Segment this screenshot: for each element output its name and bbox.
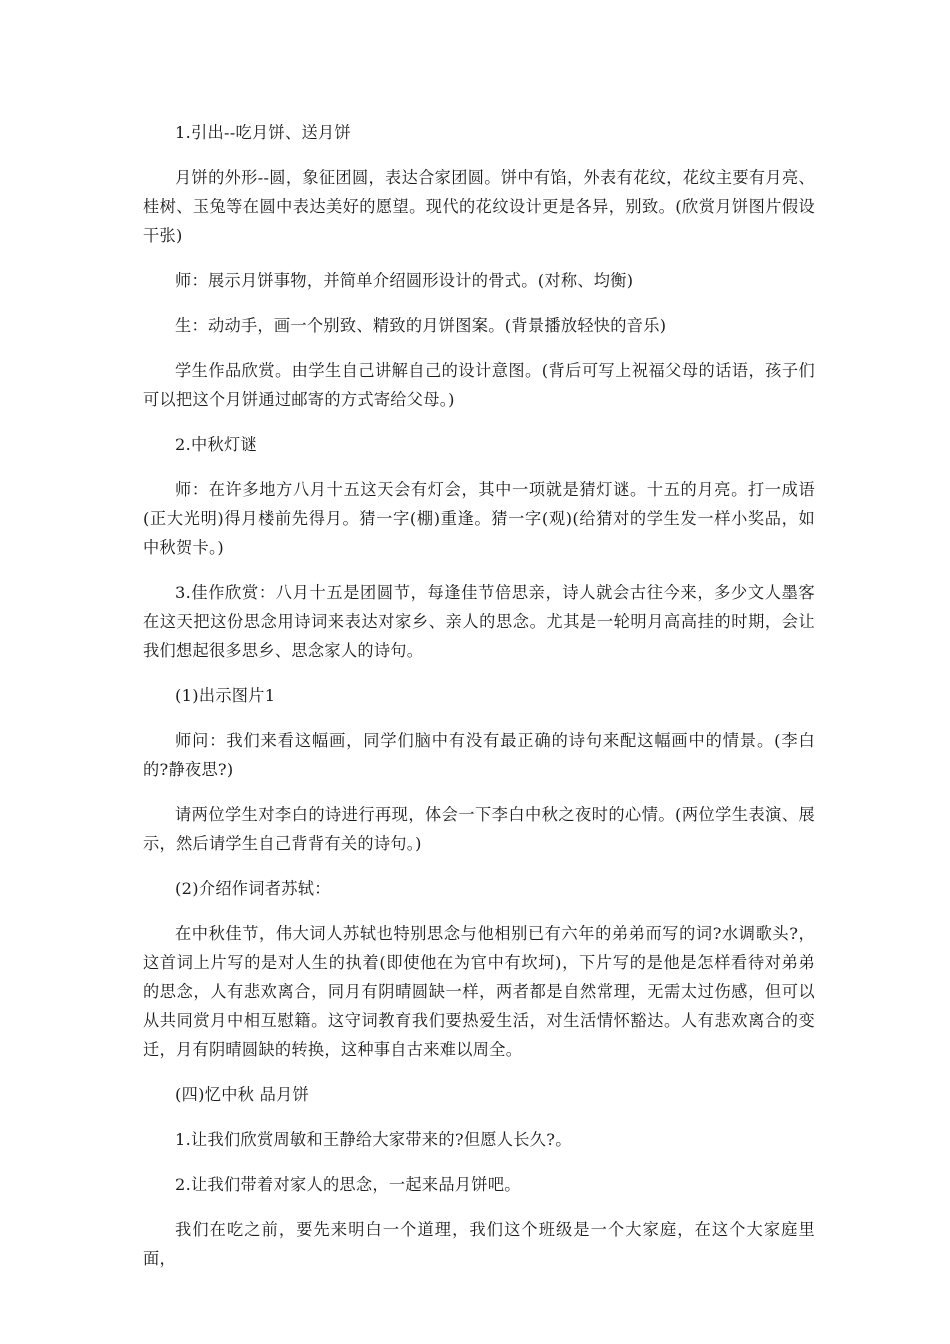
paragraph-su-shi-poem: 在中秋佳节，伟大词人苏轼也特别思念与他相别已有六年的弟弟而写的词?水调歌头?，这首词上片写的是对人生的执着(即使他在为官中有坎坷)，下片写的是他是怎样看待对弟弟的思念，人有悲欢离合，同月有阴晴圆缺一样，两者都是自然常理，无需太过伤感，但可以从共同赏月中相互慰籍。这守词教育我们要热爱生活，对生活情怀豁达。人有悲欢离合的变迁，月有阴晴圆缺的转换，这种事自古来难以周全。 bbox=[143, 924, 815, 1059]
paragraph-riddles: 师：在许多地方八月十五这天会有灯会，其中一项就是猜灯谜。十五的月亮。打一成语(正大光明)得月楼前先得月。猜一字(棚)重逢。猜一字(观)(给猜对的学生发一样小奖品，如中秋贺卡。) bbox=[143, 480, 815, 557]
paragraph-appreciation: 3.佳作欣赏：八月十五是团圆节，每逢佳节倍思亲，诗人就会古往今来，多少文人墨客在这天把这份思念用诗词来表达对家乡、亲人的思念。尤其是一轮明月高高挂的时期，会让我们想起很多思乡、思念家人的诗句。 bbox=[143, 583, 815, 660]
document-page bbox=[143, 118, 815, 1273]
paragraph-teacher-show: 师：展示月饼事物，并简单介绍圆形设计的骨式。(对称、均衡) bbox=[175, 271, 634, 290]
heading-yinchu: 1.引出--吃月饼、送月饼 bbox=[175, 123, 351, 142]
heading-show-picture-1: (1)出示图片1 bbox=[175, 686, 276, 705]
paragraph-taste-mooncake: 2.让我们带着对家人的思念，一起来品月饼吧。 bbox=[175, 1175, 521, 1194]
heading-section-four: (四)忆中秋 品月饼 bbox=[175, 1085, 310, 1104]
heading-su-shi: (2)介绍作词者苏轼： bbox=[175, 879, 331, 898]
paragraph-teacher-asks: 师问：我们来看这幅画，同学们脑中有没有最正确的诗句来配这幅画中的情景。(李白的?静夜思?) bbox=[143, 731, 815, 779]
paragraph-two-students: 请两位学生对李白的诗进行再现，体会一下李白中秋之夜时的心情。(两位学生表演、展示，然后请学生自己背背有关的诗句。) bbox=[143, 805, 815, 853]
paragraph-before-eating: 我们在吃之前，要先来明白一个道理，我们这个班级是一个大家庭，在这个大家庭里面， bbox=[143, 1220, 815, 1268]
heading-lantern-riddles: 2.中秋灯谜 bbox=[175, 435, 257, 454]
paragraph-student-draw: 生：动动手，画一个别致、精致的月饼图案。(背景播放轻快的音乐) bbox=[175, 316, 667, 335]
paragraph-song-appreciation: 1.让我们欣赏周敏和王静给大家带来的?但愿人长久?。 bbox=[175, 1130, 572, 1149]
paragraph-mooncake-shape: 月饼的外形--圆，象征团圆，表达合家团圆。饼中有馅，外表有花纹，花纹主要有月亮、桂树、玉兔等在圆中表达美好的愿望。现代的花纹设计更是各异，别致。(欣赏月饼图片假设干张) bbox=[143, 168, 815, 245]
paragraph-student-works: 学生作品欣赏。由学生自己讲解自己的设计意图。(背后可写上祝福父母的话语，孩子们可以把这个月饼通过邮寄的方式寄给父母。) bbox=[143, 361, 815, 409]
